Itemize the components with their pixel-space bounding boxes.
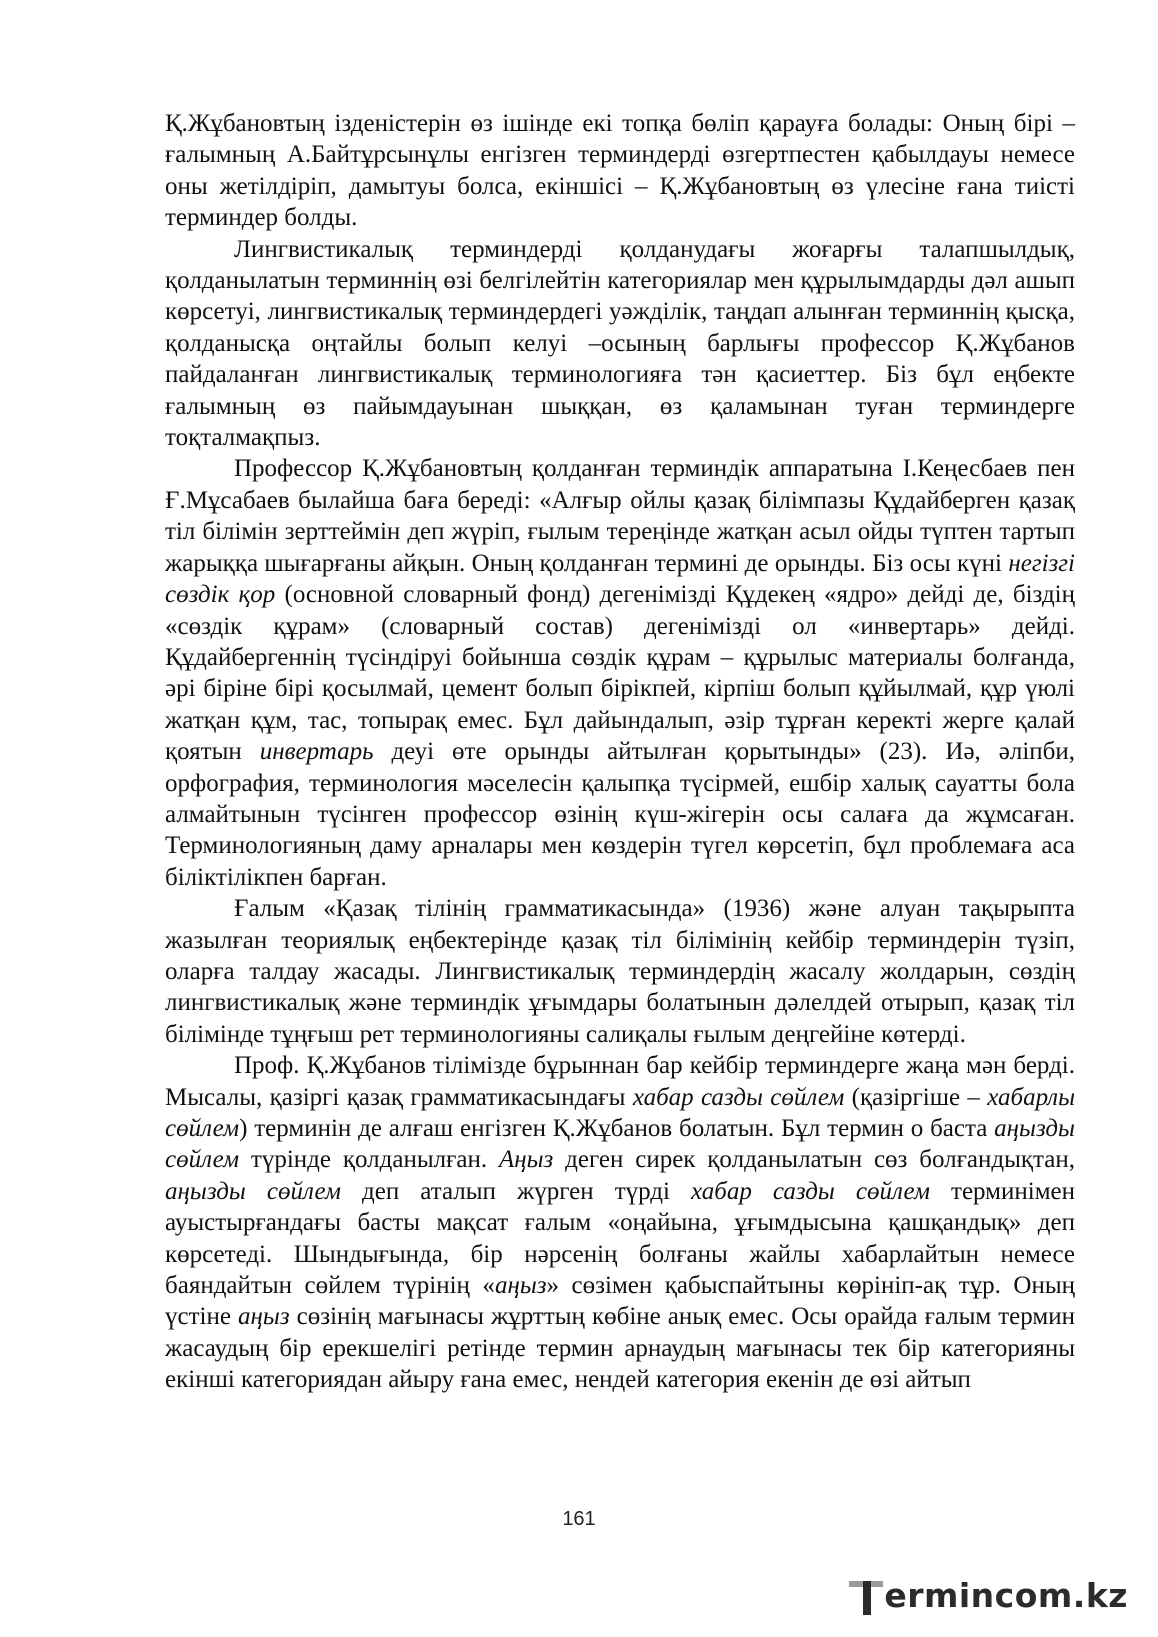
italic-term: Аңыз [498, 1146, 554, 1174]
logo-text-part1: erminc [884, 1576, 1015, 1615]
logo-t-glyph [849, 1575, 883, 1615]
italic-term: негізгі сөздік қор [165, 549, 1075, 609]
page-number: 161 [562, 1508, 596, 1530]
paragraph [165, 234, 1075, 454]
italic-term: хабар сазды сөйлем [691, 1177, 930, 1205]
italic-term: хабар сазды сөйлем [632, 1083, 845, 1111]
text-run: ) терминін де алғаш енгізген Қ.Жұбанов болатын. Бұл термин о баста [239, 1115, 995, 1142]
italic-term: хабарлы сөйлем [165, 1083, 1076, 1142]
italic-term: аңыз [494, 1272, 547, 1300]
text-run: Профессор Қ.Жұбановтың қолданған терминдік аппаратына І.Кеңесбаев пен Ғ.Мұсабаев былайша баға береді: «Алғыр ойлы қазақ білімпазы Құдайберген қазақ тіл білімін зерттеймін деп жүріп, ғылым тереңінде жатқан асыл ойды түптен тартып жарыққа шығарғаны айқын. Оның қолданған термині де орынды. Біз осы күні [165, 455, 1075, 577]
text-run: » сөзімен қабыспайтыны көрініп-ақ тұр. Оның үстіне [165, 1272, 1075, 1331]
logo-text-part2: m.kz [1037, 1576, 1128, 1615]
logo-o-glyph: o [1014, 1576, 1038, 1615]
text-run: түрінде қолданылған. [239, 1146, 499, 1174]
text-run: (қазіргіше – [844, 1083, 988, 1111]
text-run: (основной словарный фонд) дегенімізді Құдекең «ядро» дейді де, біздің «сөздік құрам» (словарный состав) дегенімізді ол «инвертарь» дейді. Құдайбергеннің түсіндіруі бойынша сөздік құрам – құрылыс материалы болғанда, әрі біріне бірі қосылмай, цемент болып бірікпей, кірпіш болып құйылмай, құр үюлі жатқан құм, тас, топырақ емес. Бұл дайындалып, әзір тұрған керекті жерге қалай қоятын [165, 581, 1075, 766]
paragraph [165, 893, 1075, 1050]
paragraph [165, 108, 1075, 234]
italic-term: аңызды сөйлем [165, 1115, 1075, 1174]
text-run: деуі өте орынды айтылған қорытынды» (23). Иә, әліпби, орфография, терминология мәселесін қалыпқа түсірмей, ешбір халық сауатты бола алмайтынын түсінген профессор өзінің күш-жігерін осы салаға да жұмсаған. Терминологияның даму арналары мен көздерін түгел көрсетіп, бұл проблемаға аса біліктілікпен барған. [165, 738, 1075, 891]
text-run: Проф. Қ.Жұбанов тілімізде бұрыннан бар кейбір терминдерге жаңа мән берді. Мысалы, қазіргі қазақ грамматикасындағы [165, 1052, 1075, 1111]
italic-term: аңыз [237, 1303, 290, 1331]
italic-term: инвертарь [259, 738, 374, 766]
text-run: деген сирек қолданылатын сөз болғандықтан, [553, 1146, 1075, 1174]
text-run: деп аталып жүрген түрді [340, 1177, 692, 1205]
text-run: сөзінің мағынасы жұрттың көбіне анық емес. Осы орайда ғалым термин жасаудың бір ерекшелігі ретінде термин арнаудың мағынасы тек бір категорияны екінші категориядан айыру ғана емес, нендей категория екенін де өзі айтып [165, 1303, 1075, 1394]
italic-term: аңызды сөйлем [165, 1177, 341, 1205]
text-run: терминімен ауыстырғандағы басты мақсат ғалым «оңайына, ұғымдысына қашқандық» деп көрсетеді. Шындығында, бір нәрсенің болғаны жайлы хабарлайтын немесе баяндайтын сөйлем түрінің « [165, 1177, 1075, 1300]
text-run: Ғалым «Қазақ тілінің грамматикасында» (1936) және алуан тақырыпта жазылған теориялық еңбектерінде қазақ тіл білімінің кейбір терминдерін түзіп, оларға талдау жасады. Лингвистикалық терминдердің жасалу жолдарын, сөздің лингвистикалық және терминдік ұғымдары болатынын дәлелдей отырып, қазақ тіл білімінде тұңғыш рет терминологияны салиқалы ғылым деңгейіне көтерді. [165, 895, 1075, 1048]
paragraph [165, 1050, 1075, 1395]
paragraph [165, 453, 1075, 893]
text-run: Қ.Жұбановтың ізденістерін өз ішінде екі топқа бөліп қарауға болады: Оның бірі – ғалымның А.Байтұрсынұлы енгізген терминдерді өзгертпестен қабылдауы немесе оны жетілдіріп, дамытуы болса, екіншісі – Қ.Жұбановтың өз үлесіне ғана тиісті терминдер болды. [165, 110, 1075, 232]
document-body [165, 108, 1075, 1396]
termincom-logo [849, 1571, 1128, 1615]
text-run: Лингвистикалық терминдерді қолданудағы жоғарғы талапшылдық, қолданылатын терминнің өзі белгілейтін категориялар мен құрылымдарды дәл ашып көрсетуі, лингвистикалық терминдердегі уәжділік, таңдап алынған терминнің қысқа, қолданысқа оңтайлы болып келуі –осының барлығы профессор Қ.Жұбанов пайдаланған лингвистикалық терминологияға тән қасиеттер. Біз бұл еңбекте ғалымның өз пайымдауынан шыққан, өз қаламынан туған терминдерге тоқталмақпыз. [165, 235, 1075, 452]
